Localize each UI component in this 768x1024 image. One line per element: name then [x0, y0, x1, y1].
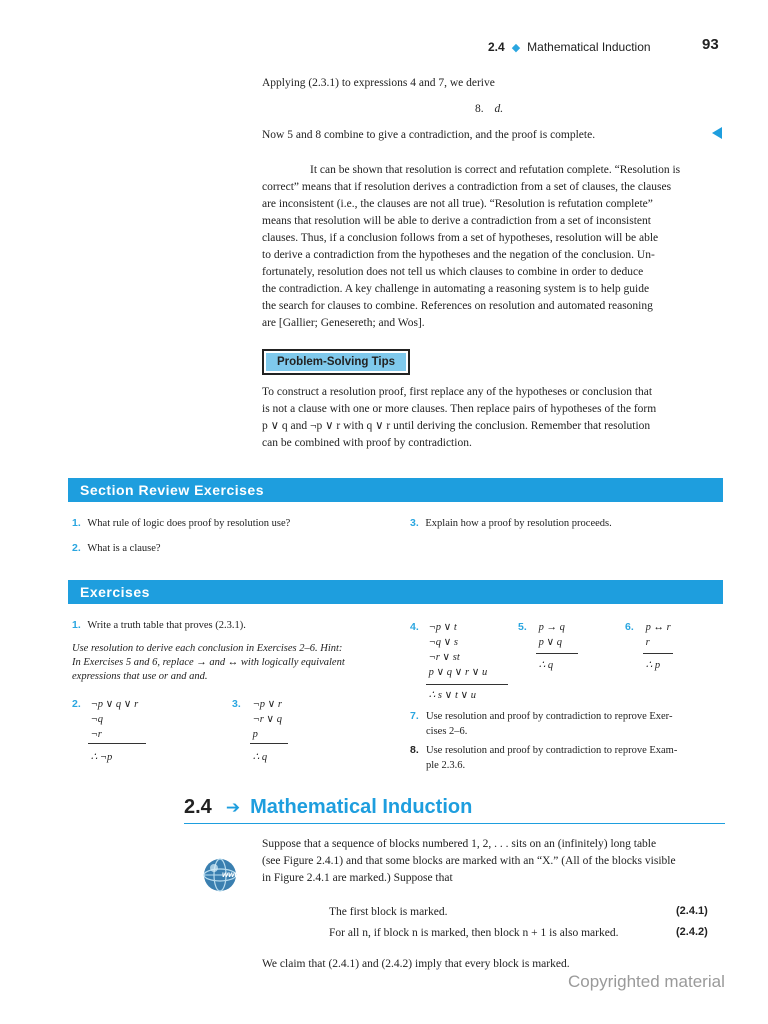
review-text: What is a clause?	[87, 543, 161, 554]
instruction-line: Use resolution to derive each conclusion in Exercises 2–6. Hint:	[72, 643, 343, 654]
equation-label: (2.4.2)	[676, 926, 708, 938]
para-line: means that resolution will be able to derive a contradiction from a set of inconsistent	[262, 215, 651, 227]
premise-block	[429, 620, 488, 703]
exercise-7	[410, 709, 725, 739]
exercise-num: 5.	[518, 621, 527, 633]
premise: p ∨ q	[538, 637, 563, 648]
exercise-text: Write a truth table that proves (2.3.1).	[87, 620, 246, 631]
para-line: the contradiction. A key challenge in automating a reasoning system is to help guide	[262, 283, 650, 295]
tips-line: To construct a resolution proof, first replace any of the hypotheses or conclusion that	[262, 386, 653, 398]
conclusion: ∴ ¬p	[90, 752, 113, 763]
conclusion-rule	[88, 743, 146, 744]
end-of-proof-icon	[712, 127, 722, 139]
conclusion-rule	[426, 684, 508, 685]
diamond-icon: ◆	[511, 41, 521, 54]
exercise-4	[410, 620, 487, 703]
exercise-1	[72, 618, 246, 633]
premise-block	[253, 697, 282, 765]
tips-line: can be combined with proof by contradiction.	[262, 437, 472, 449]
exercise-line: Use resolution and proof by contradiction to reprove Exam-	[426, 745, 678, 756]
derived-number: 8.	[475, 103, 484, 115]
exercise-2	[72, 697, 138, 765]
review-item-1	[72, 516, 290, 531]
para-line: are [Gallier; Genesereth; and Wos].	[262, 317, 425, 329]
premise: p → q	[538, 622, 565, 633]
exercise-num: 4.	[410, 621, 419, 633]
para-line: to derive a contradiction from the hypotheses and the negation of the conclusion. Un-	[262, 249, 655, 261]
equation-label: (2.4.1)	[676, 905, 708, 917]
para-line: It can be shown that resolution is correct and refutation complete. “Resolution is	[310, 164, 681, 176]
exercise-num: 6.	[625, 621, 634, 633]
review-num: 3.	[410, 517, 419, 529]
para-line: are inconsistent (i.e., the clauses are not all true). “Resolution is refutation complete”	[262, 198, 653, 210]
header-title: Mathematical Induction	[527, 40, 651, 54]
premise-block	[91, 697, 139, 765]
premise: r	[645, 637, 650, 648]
premise: p ∨ q ∨ r ∨ u	[428, 667, 488, 678]
tips-line: is not a clause with one or more clauses. Then replace pairs of hypotheses of the form	[262, 403, 657, 415]
section-rule	[184, 823, 725, 824]
exercise-6	[625, 620, 671, 673]
section-number: 2.4	[184, 796, 212, 818]
tips-label: Problem-Solving Tips	[266, 353, 406, 371]
derived-value: d.	[494, 103, 504, 115]
tips-box	[262, 349, 410, 375]
exercise-num: 7.	[410, 710, 419, 722]
contradiction-line: Now 5 and 8 combine to give a contradiction, and the proof is complete.	[262, 129, 596, 141]
review-item-2	[72, 541, 161, 556]
exercises-header: Exercises	[68, 580, 723, 604]
exercise-num: 1.	[72, 619, 81, 631]
para-line: the search for clauses to combine. References on resolution and automated reasoning	[262, 300, 653, 312]
review-text: Explain how a proof by resolution proceeds.	[425, 518, 612, 529]
statement-1: The first block is marked.	[329, 906, 448, 918]
section-intro	[262, 836, 725, 887]
premise: ¬p ∨ t	[428, 622, 457, 633]
instruction-line: In Exercises 5 and 6, replace → and ↔ with logically equivalent	[72, 657, 345, 668]
statement-2: For all n, if block n is marked, then block n + 1 is also marked.	[329, 927, 619, 939]
review-text: What rule of logic does proof by resolution use?	[87, 518, 291, 529]
conclusion: ∴ q	[252, 752, 268, 763]
premise: p ↔ r	[645, 622, 671, 633]
exercise-num: 3.	[232, 698, 241, 710]
review-item-3	[410, 516, 612, 531]
exercise-line: Use resolution and proof by contradiction to reprove Exer-	[426, 711, 673, 722]
para-line: fortunately, resolution does not tell us which clauses to combine in order to deduce	[262, 266, 644, 278]
para-line: correct” means that if resolution derives a contradiction from a set of clauses, the clauses	[262, 181, 672, 193]
globe-icon	[200, 855, 248, 895]
para-line: clauses. Thus, if a conclusion follows from a set of hypotheses, resolution will be able	[262, 232, 659, 244]
premise: p	[252, 729, 258, 740]
exercise-instructions	[72, 642, 345, 684]
premise: ¬p ∨ r	[252, 699, 282, 710]
conclusion: ∴ q	[538, 660, 554, 671]
conclusion: ∴ p	[645, 660, 661, 671]
premise: ¬r ∨ st	[428, 652, 460, 663]
page-number: 93	[702, 36, 719, 53]
globe-label: www	[222, 870, 241, 879]
premise: ¬p ∨ q ∨ r	[90, 699, 139, 710]
exercise-5	[518, 620, 565, 673]
applying-line: Applying (2.3.1) to expressions 4 and 7, we derive	[262, 77, 495, 89]
resolution-paragraph	[262, 162, 725, 332]
instruction-line: expressions that use or and and.	[72, 671, 208, 682]
premise: ¬r	[90, 729, 102, 740]
intro-line: (see Figure 2.4.1) and that some blocks are marked with an “X.” (All of the blocks visible	[262, 855, 676, 867]
exercise-line: ple 2.3.6.	[426, 760, 466, 771]
exercise-line: cises 2–6.	[426, 726, 468, 737]
conclusion-rule	[643, 653, 673, 654]
section-heading	[184, 796, 472, 819]
premise-block	[646, 620, 671, 673]
premise: ¬r ∨ q	[252, 714, 282, 725]
tips-text	[262, 384, 725, 452]
review-num: 2.	[72, 542, 81, 554]
running-header	[488, 40, 651, 54]
header-section: 2.4	[488, 40, 505, 54]
exercise-3	[232, 697, 282, 765]
watermark: Copyrighted material	[568, 972, 725, 991]
claim-line: We claim that (2.4.1) and (2.4.2) imply that every block is marked.	[262, 958, 570, 970]
intro-line: Suppose that a sequence of blocks numbered 1, 2, . . . sits on an (infinitely) long table	[262, 838, 657, 850]
review-num: 1.	[72, 517, 81, 529]
intro-line: in Figure 2.4.1 are marked.) Suppose that	[262, 872, 453, 884]
conclusion-rule	[536, 653, 578, 654]
section-title: Mathematical Induction	[250, 796, 473, 818]
premise: ¬q	[90, 714, 103, 725]
derived-line	[475, 101, 503, 118]
arrow-icon: ➔	[225, 797, 241, 817]
tips-line: p ∨ q and ¬p ∨ r with q ∨ r until deriving the conclusion. Remember that resolution	[262, 420, 651, 432]
exercise-num: 2.	[72, 698, 81, 710]
conclusion-rule	[250, 743, 288, 744]
premise: ¬q ∨ s	[428, 637, 458, 648]
premise-block	[539, 620, 565, 673]
exercise-8	[410, 743, 725, 773]
exercise-num: 8.	[410, 744, 419, 756]
conclusion: ∴ s ∨ t ∨ u	[428, 690, 477, 701]
review-header: Section Review Exercises	[68, 478, 723, 502]
